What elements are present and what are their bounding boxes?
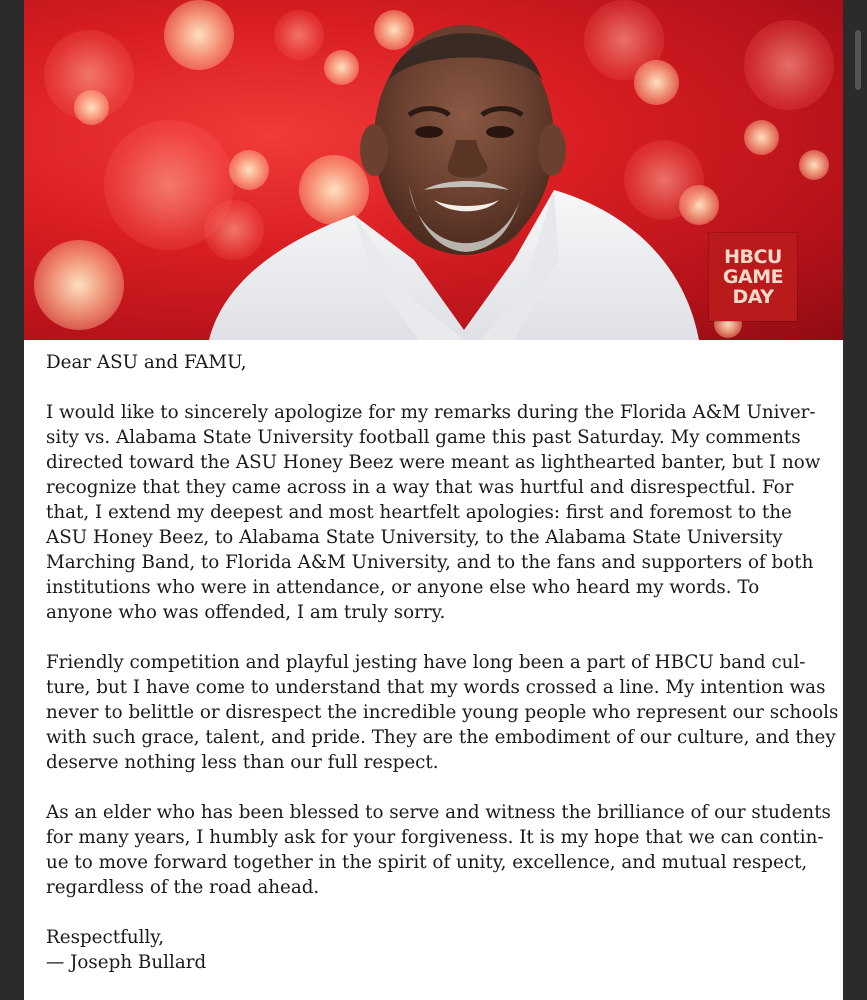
left-frame — [0, 0, 24, 1000]
text-line: that, I extend my deepest and most heartfelt apologies: first and foremost to the — [46, 502, 792, 523]
text-line: deserve nothing less than our full respect. — [46, 752, 439, 773]
scrollbar-thumb[interactable] — [855, 30, 861, 90]
text-line: Marching Band, to Florida A&M University, and to the fans and supporters of both — [46, 552, 814, 573]
text-line: regardless of the road ahead. — [46, 877, 320, 898]
hero-photo — [24, 0, 843, 340]
apology-letter — [46, 350, 839, 975]
text-line: never to belittle or disrespect the incredible young people who represent our schools — [46, 702, 839, 723]
text-line: for many years, I humbly ask for your forgiveness. It is my hope that we can contin- — [46, 827, 824, 848]
text-line: with such grace, talent, and pride. They are the embodiment of our culture, and they — [46, 727, 836, 748]
text-line: directed toward the ASU Honey Beez were meant as lighthearted banter, but I now — [46, 452, 821, 473]
signature: — Joseph Bullard — [46, 952, 207, 973]
hbcu-game-day-logo — [709, 233, 797, 321]
text-line: ue to move forward together in the spirit of unity, excellence, and mutual respect, — [46, 852, 808, 873]
paragraph-3 — [46, 800, 831, 900]
closing: Respectfully, — [46, 927, 165, 948]
paragraph-2 — [46, 650, 839, 775]
text-line: institutions who were in attendance, or anyone else who heard my words. To — [46, 577, 760, 598]
paragraph-1 — [46, 400, 826, 625]
text-line: Friendly competition and playful jesting have long been a part of HBCU band cul- — [46, 652, 806, 673]
salutation: Dear ASU and FAMU, — [46, 352, 247, 373]
right-frame — [843, 0, 867, 1000]
text-line: I would like to sincerely apologize for my remarks during the Florida A&M Univer- — [46, 402, 816, 423]
logo-line-2: GAME — [722, 266, 784, 288]
logo-line-3: DAY — [732, 286, 774, 308]
text-line: ASU Honey Beez, to Alabama State University, to the Alabama State University — [46, 527, 783, 548]
logo-line-1: HBCU — [724, 246, 782, 268]
text-line: ture, but I have come to understand that my words crossed a line. My intention was — [46, 677, 826, 698]
letter-card — [24, 0, 843, 1000]
text-line: As an elder who has been blessed to serve and witness the brilliance of our students — [46, 802, 831, 823]
text-line: sity vs. Alabama State University football game this past Saturday. My comments — [46, 427, 801, 448]
text-line: anyone who was offended, I am truly sorry. — [46, 602, 446, 623]
text-line: recognize that they came across in a way that was hurtful and disrespectful. For — [46, 477, 794, 498]
